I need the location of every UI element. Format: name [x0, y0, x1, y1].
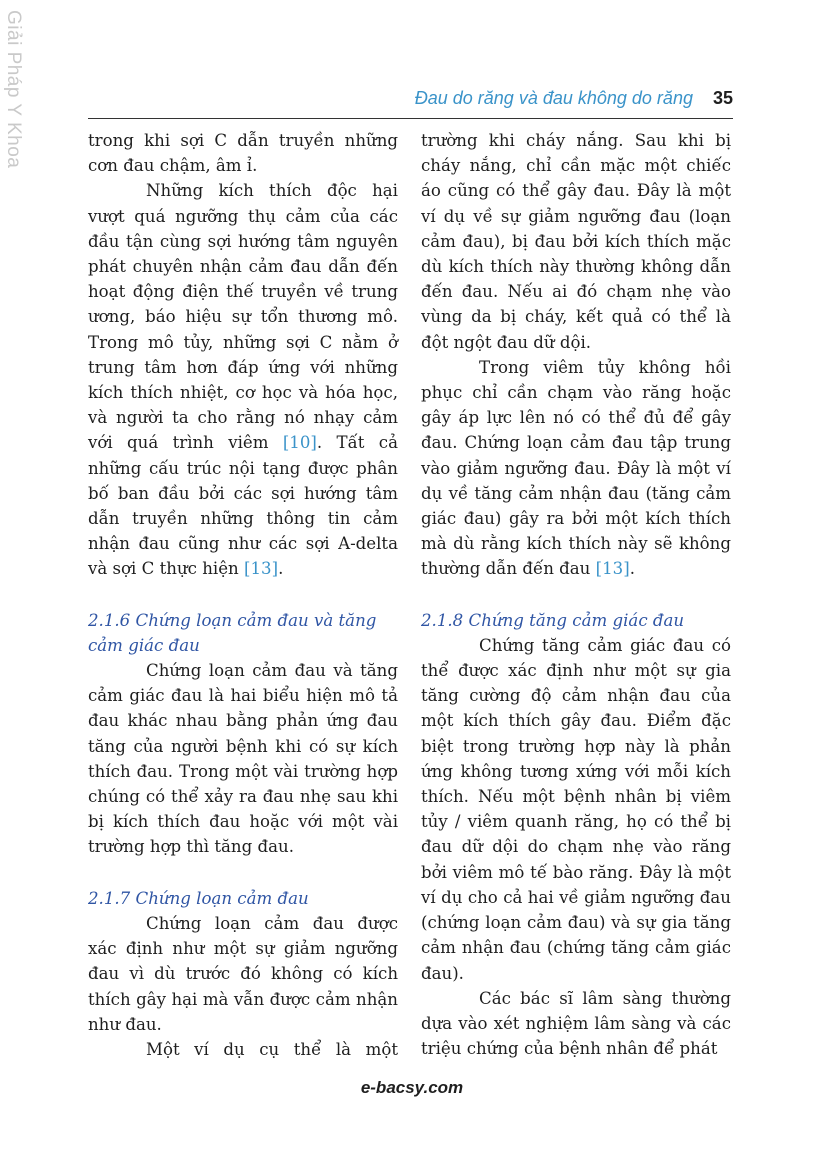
footer-site-name: e-bacsy.com — [360, 1078, 464, 1097]
paragraph: Chứng tăng cảm giác đau có thể được xác định như một sự gia tăng cường độ cảm nhận đau của một kích thích gây đau. Điểm đặc biệt trong trường hợp này là phản ứng không tương xứng với mỗi kích thích. Nếu một bệnh nhân bị viêm tủy / viêm quanh răng, họ có thể bị đau dữ dội do chạm nhẹ vào răng bởi viêm mô tế bào răng. Đây là một ví dụ cho cả hai về giảm ngưỡng đau (chứng loạn cảm đau) và sự gia tăng cảm nhận đau (chứng tăng cảm giác đau). — [421, 635, 731, 983]
paragraph: Chứng loạn cảm đau và tăng cảm giác đau là hai biểu hiện mô tả đau khác nhau bằng phản ứng đau tăng của người bệnh khi có sự kích thích đau. Trong một vài trường hợp chúng có thể xảy ra đau nhẹ sau khi bị kích thích đau hoặc với một vài trường hợp thì tăng đau. — [88, 661, 398, 857]
right-column — [421, 128, 731, 1061]
citation-link[interactable]: [10] — [282, 433, 317, 453]
paragraph: trong khi sợi C dẫn truyền những cơn đau chậm, âm ỉ. — [88, 131, 398, 176]
page-number: 35 — [712, 88, 733, 108]
left-column — [88, 128, 398, 1062]
header-rule — [88, 118, 733, 119]
citation-link[interactable]: [13] — [244, 559, 279, 579]
paragraph: Chứng loạn cảm đau được xác định như một sự giảm ngưỡng đau vì dù trước đó không có kích thích gây hại mà vẫn được cảm nhận như đau. — [88, 913, 398, 1034]
paragraph-text: . Tất cả những cấu trúc nội tạng được phân bố ban đầu bởi các sợi hướng tâm dẫn truyền những thông tin cảm nhận đau cũng như các sợi A-delta và sợi C thực hiện — [88, 433, 398, 579]
paragraph — [88, 178, 398, 581]
paragraph-text: . — [278, 559, 284, 579]
section-heading-2-1-8: 2.1.8 Chứng tăng cảm giác đau — [421, 610, 685, 630]
paragraph: trường khi cháy nắng. Sau khi bị cháy nắng, chỉ cần mặc một chiếc áo cũng có thể gây đau. Đây là một ví dụ về sự giảm ngưỡng đau (loạn cảm đau), bị đau bởi kích thích mặc dù kích thích này thường không dẫn đến đau. Nếu ai đó chạm nhẹ vào vùng da bị cháy, kết quả có thể là đột ngột đau dữ dội. — [421, 131, 731, 352]
paragraph-text: Trong viêm tủy không hồi phục chỉ cần chạm vào răng hoặc gây áp lực lên nó có thể đủ để gây đau. Chứng loạn cảm đau tập trung vào giảm ngưỡng đau. Đây là một ví dụ về tăng cảm nhận đau (tăng cảm giác đau) gây ra bởi một kích thích mà dù rằng kích thích này sẽ không thường dẫn đến đau — [421, 357, 731, 579]
citation-link[interactable]: [13] — [595, 559, 630, 579]
section-heading-2-1-6: 2.1.6 Chứng loạn cảm đau và tăng cảm giác đau — [88, 610, 377, 655]
side-watermark-label: Giải Pháp Y Khoa — [3, 10, 24, 169]
paragraph: Các bác sĩ lâm sàng thường dựa vào xét nghiệm lâm sàng và các triệu chứng của bệnh nhân để phát — [421, 988, 731, 1059]
section-heading-2-1-7: 2.1.7 Chứng loạn cảm đau — [88, 888, 309, 908]
paragraph: Một ví dụ cụ thể là một — [146, 1039, 398, 1059]
running-header — [88, 88, 733, 109]
paragraph-text: Những kích thích độc hại vượt quá ngưỡng thụ cảm của các đầu tận cùng sợi hướng tâm nguyên phát chuyên nhận cảm đau dẫn đến hoạt động điện thế truyền về trung ương, báo hiệu sự tổn thương mô. Trong mô tủy, những sợi C nằm ở trung tâm hơn đáp ứng với những kích thích nhiệt, cơ học và hóa học, và người ta cho rằng nó nhạy cảm với quá trình viêm — [88, 181, 398, 453]
chapter-title: Đau do răng và đau không do răng — [414, 88, 693, 108]
paragraph — [421, 355, 731, 582]
paragraph-text: . — [629, 559, 635, 579]
